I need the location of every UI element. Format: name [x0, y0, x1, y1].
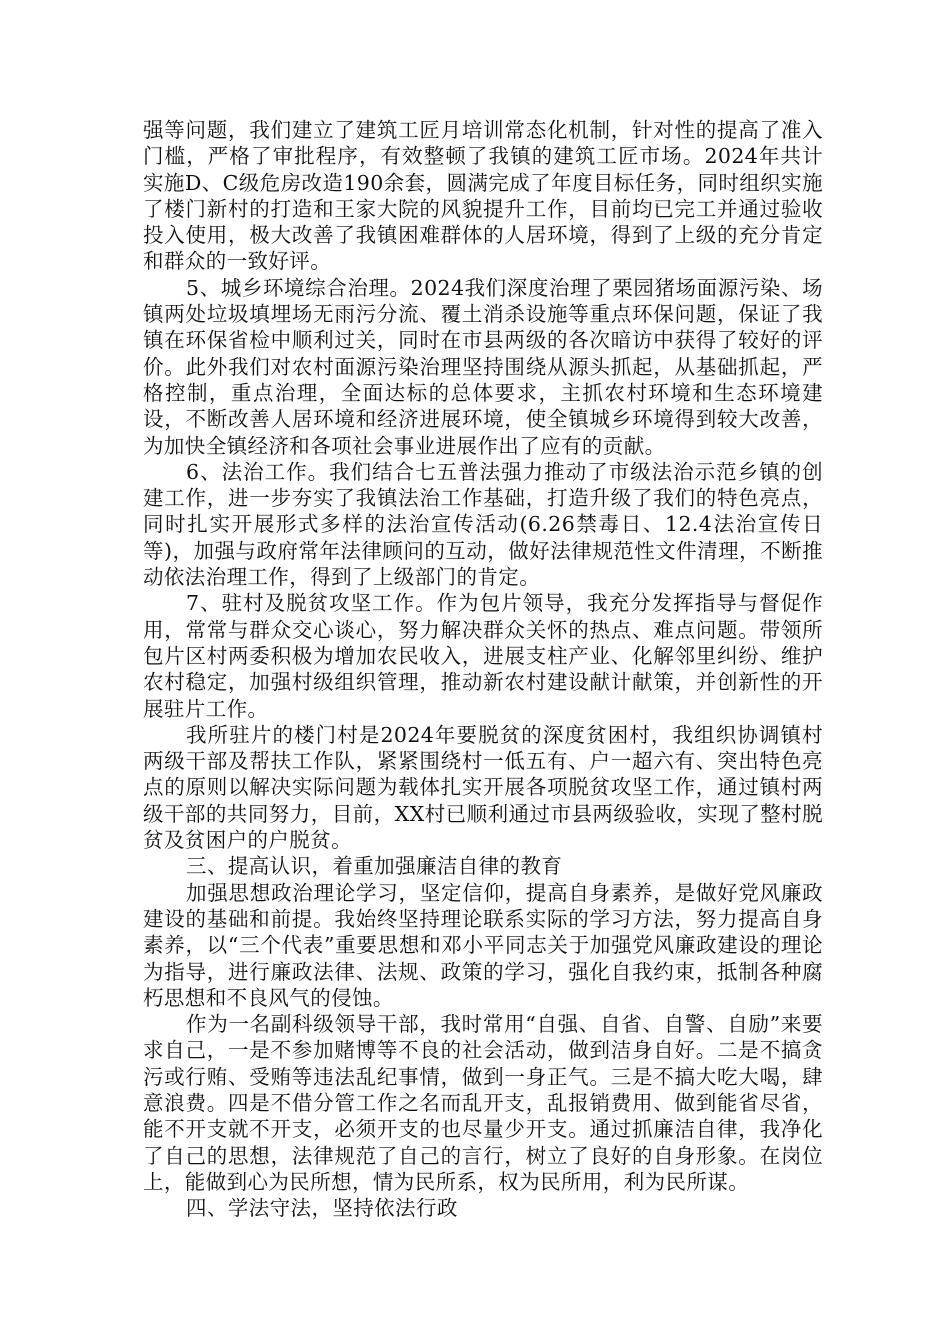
paragraph-housing-continued: 强等问题，我们建立了建筑工匠月培训常态化机制，针对性的提高了准入门槛，严格了审批程序，有效整顿了我镇的建筑工匠市场。2024年共计实施D、C级危房改造190余套，圆满完成了年度目标任务，同时组织实施了楼门新村的打造和王家大院的风貌提升工作，目前均已完工并通过验收投入使用，极大改善了我镇困难群体的人居环境，得到了上级的充分肯定和群众的一致好评。: [143, 118, 823, 274]
paragraph-self-discipline: 作为一名副科级领导干部，我时常用“自强、自省、自警、自励”来要求自己，一是不参加赌博等不良的社会活动，做到洁身自好。二是不搞贪污或行贿、受贿等违法乱纪事情，做到一身正气。三是不搞大吃大喝，肆意浪费。四是不借分管工作之名而乱开支，乱报销费用、做到能省尽省，能不开支就不开支，必须开支的也尽量少开支。通过抓廉洁自律，我净化了自己的思想，法律规范了自己的言行，树立了良好的自身形象。在岗位上，能做到心为民所想，情为民所系，权为民所用，利为民所谋。: [143, 1012, 823, 1194]
document-body: [143, 117, 823, 1221]
section-heading-3: 三、提高认识，着重加强廉洁自律的教育: [186, 854, 563, 879]
section-heading-4: 四、学法守法，坚持依法行政: [186, 1196, 458, 1221]
paragraph-rule-of-law: 6、法治工作。我们结合七五普法强力推动了市级法治示范乡镇的创建工作，进一步夯实了我镇法治工作基础，打造升级了我们的特色亮点，同时扎实开展形式多样的法治宣传活动(6.26禁毒日、12.4法治宣传日等)，加强与政府常年法律顾问的互动，做好法律规范性文件清理，不断推动依法治理工作，得到了上级部门的肯定。: [143, 459, 823, 590]
paragraph-loumen-village: 我所驻片的楼门村是2024年要脱贫的深度贫困村，我组织协调镇村两级干部及帮扶工作队，紧紧围绕村一低五有、户一超六有、突出特色亮点的原则以解决实际问题为载体扎实开展各项脱贫攻坚工作，通过镇村两级干部的共同努力，目前，XX村已顺利通过市县两级验收，实现了整村脱贫及贫困户的户脱贫。: [143, 722, 823, 853]
paragraph-political-study: 加强思想政治理论学习，坚定信仰，提高自身素养，是做好党风廉政建设的基础和前提。我始终坚持理论联系实际的学习方法，努力提高自身素养，以“三个代表”重要思想和邓小平同志关于加强党风廉政建设的理论为指导，进行廉政法律、法规、政策的学习，强化自我约束，抵制各种腐朽思想和不良风气的侵蚀。: [143, 880, 823, 1010]
paragraph-environment: 5、城乡环境综合治理。2024我们深度治理了栗园猪场面源污染、场镇两处垃圾填埋场无雨污分流、覆土消杀设施等重点环保问题，保证了我镇在环保省检中顺利过关，同时在市县两级的各次暗访中获得了较好的评价。此外我们对农村面源污染治理坚持围绕从源头抓起，从基础抓起，严格控制，重点治理，全面达标的总体要求，主抓农村环境和生态环境建设，不断改善人居环境和经济进展环境，使全镇城乡环境得到较大改善，为加快全镇经济和各项社会事业进展作出了应有的贡献。: [143, 275, 823, 458]
paragraph-village-poverty: 7、驻村及脱贫攻坚工作。作为包片领导，我充分发挥指导与督促作用，常常与群众交心谈心，努力解决群众关怀的热点、难点问题。带领所包片区村两委积极为增加农民收入，进展支柱产业、化解邻里纠纷、维护农村稳定，加强村级组织管理，推动新农村建设献计献策，并创新性的开展驻片工作。: [143, 591, 823, 721]
